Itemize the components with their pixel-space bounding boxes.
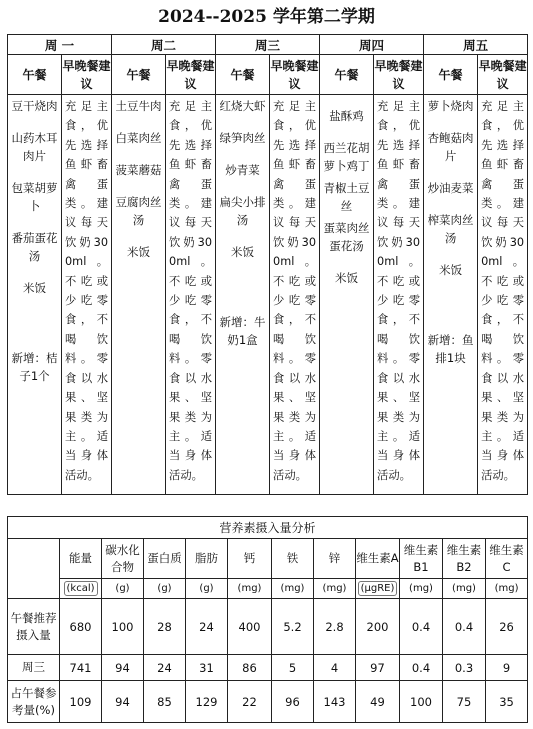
value-cell: 143	[314, 681, 356, 723]
advice-column-header: 早晚餐建议	[374, 55, 424, 95]
day-header-friday: 周五	[424, 35, 528, 55]
dish-new-addition: 新增：桔子1个	[11, 351, 58, 383]
value-cell: 4	[314, 655, 356, 681]
row-label-percentage: 占午餐参考量(%)	[8, 681, 60, 723]
nutrition-caption: 营养素摄入量分析	[8, 517, 528, 539]
row-label-recommended: 午餐推荐摄入量	[8, 599, 60, 655]
nutrient-name: 能量	[60, 539, 102, 579]
lunch-cell-monday	[8, 95, 62, 495]
nutrient-unit	[60, 579, 102, 599]
value-cell: 85	[144, 681, 186, 723]
day-header-tuesday: 周二	[112, 35, 216, 55]
dish: 米饭	[335, 271, 359, 285]
table-row	[8, 599, 528, 655]
nutrient-unit: (g)	[186, 579, 228, 599]
dish: 豆腐肉丝汤	[115, 195, 162, 227]
dish: 杏鲍菇肉片	[427, 131, 474, 163]
advice-cell-tuesday: 充足主食，优先选择鱼虾畜禽蛋类。建议每天饮奶300ml。不吃或少吃零食，不喝饮料。零食以水果、坚果类为主。适当身体活动。	[166, 95, 216, 495]
nutrient-name: 维生素A	[356, 539, 400, 579]
nutrient-unit: (g)	[102, 579, 144, 599]
value-cell: 0.4	[443, 599, 486, 655]
value-cell: 94	[102, 655, 144, 681]
lunch-column-header: 午餐	[424, 55, 478, 95]
nutrient-unit: (mg)	[228, 579, 272, 599]
value-cell: 741	[60, 655, 102, 681]
dish-new-addition: 新增：牛奶1盒	[219, 315, 266, 347]
lunch-column-header: 午餐	[112, 55, 166, 95]
dish: 土豆牛肉	[115, 99, 162, 113]
dish: 米饭	[231, 245, 255, 259]
day-header-thursday: 周四	[320, 35, 424, 55]
advice-cell-monday: 充足主食，优先选择鱼虾畜禽蛋类。建议每天饮奶300ml。不吃或少吃零食，不喝饮料。零食以水果、坚果类为主。适当身体活动。	[62, 95, 112, 495]
value-cell: 96	[272, 681, 314, 723]
dish: 米饭	[439, 263, 463, 277]
advice-cell-thursday: 充足主食，优先选择鱼虾畜禽蛋类。建议每天饮奶300ml。不吃或少吃零食，不喝饮料。零食以水果、坚果类为主。适当身体活动。	[374, 95, 424, 495]
lunch-cell-tuesday	[112, 95, 166, 495]
nutrient-unit: (mg)	[314, 579, 356, 599]
nutrient-name: 维生素B1	[400, 539, 443, 579]
nutrient-name: 维生素B2	[443, 539, 486, 579]
value-cell: 9	[486, 655, 528, 681]
dish: 萝卜烧肉	[427, 99, 474, 113]
nutrient-name: 脂肪	[186, 539, 228, 579]
nutrient-unit: (mg)	[443, 579, 486, 599]
value-cell: 100	[400, 681, 443, 723]
dish: 西兰花胡萝卜鸡丁	[323, 141, 370, 173]
table-row	[8, 655, 528, 681]
nutrient-name: 维生素C	[486, 539, 528, 579]
dish: 扁尖小排汤	[219, 195, 266, 227]
nutrient-name: 锌	[314, 539, 356, 579]
lunch-column-header: 午餐	[320, 55, 374, 95]
value-cell: 0.4	[400, 599, 443, 655]
advice-column-header: 早晚餐建议	[62, 55, 112, 95]
advice-column-header: 早晚餐建议	[166, 55, 216, 95]
value-cell: 31	[186, 655, 228, 681]
value-cell: 49	[356, 681, 400, 723]
dish-new-addition: 新增：鱼排1块	[427, 333, 474, 365]
value-cell: 75	[443, 681, 486, 723]
value-cell: 22	[228, 681, 272, 723]
value-cell: 129	[186, 681, 228, 723]
value-cell: 24	[144, 655, 186, 681]
dish: 番茄蛋花汤	[11, 231, 58, 263]
nutrient-name: 碳水化合物	[102, 539, 144, 579]
nutrient-unit: (mg)	[272, 579, 314, 599]
dish: 菠菜蘑菇	[115, 163, 162, 177]
value-cell: 400	[228, 599, 272, 655]
value-cell: 94	[102, 681, 144, 723]
value-cell: 200	[356, 599, 400, 655]
dish: 盐酥鸡	[329, 109, 364, 123]
nutrient-name: 蛋白质	[144, 539, 186, 579]
value-cell: 5	[272, 655, 314, 681]
dish: 青椒土豆丝	[323, 181, 370, 213]
value-cell: 0.3	[443, 655, 486, 681]
dish: 红烧大虾	[219, 99, 266, 113]
advice-cell-friday: 充足主食，优先选择鱼虾畜禽蛋类。建议每天饮奶300ml。不吃或少吃零食，不喝饮料。零食以水果、坚果类为主。适当身体活动。	[478, 95, 528, 495]
lunch-cell-thursday	[320, 95, 374, 495]
nutrient-unit: (mg)	[486, 579, 528, 599]
dish: 豆干烧肉	[11, 99, 58, 113]
corner-cell	[8, 539, 60, 599]
nutrient-unit: (mg)	[400, 579, 443, 599]
advice-column-header: 早晚餐建议	[270, 55, 320, 95]
value-cell: 28	[144, 599, 186, 655]
lunch-column-header: 午餐	[216, 55, 270, 95]
nutrition-analysis-table	[7, 516, 528, 723]
day-header-wednesday: 周三	[216, 35, 320, 55]
lunch-cell-wednesday	[216, 95, 270, 495]
weekly-menu-table	[7, 34, 528, 495]
dish: 米饭	[127, 245, 151, 259]
value-cell: 26	[486, 599, 528, 655]
lunch-column-header: 午餐	[8, 55, 62, 95]
page-title: 2024--2025 学年第二学期	[158, 7, 375, 27]
lunch-cell-friday	[424, 95, 478, 495]
value-cell: 24	[186, 599, 228, 655]
value-cell: 0.4	[400, 655, 443, 681]
unit-label: (μgRE)	[358, 581, 398, 596]
dish: 榨菜肉丝汤	[427, 213, 474, 245]
nutrient-unit	[356, 579, 400, 599]
row-label-wednesday: 周三	[8, 655, 60, 681]
value-cell: 109	[60, 681, 102, 723]
dish: 炒青菜	[225, 163, 260, 177]
dish: 炒油麦菜	[427, 181, 474, 195]
nutrient-unit: (g)	[144, 579, 186, 599]
value-cell: 97	[356, 655, 400, 681]
value-cell: 5.2	[272, 599, 314, 655]
value-cell: 680	[60, 599, 102, 655]
table-row	[8, 681, 528, 723]
value-cell: 35	[486, 681, 528, 723]
advice-column-header: 早晚餐建议	[478, 55, 528, 95]
value-cell: 2.8	[314, 599, 356, 655]
dish: 包菜胡萝卜	[11, 181, 58, 213]
dish: 白菜肉丝	[115, 131, 162, 145]
dish: 山药木耳肉片	[11, 131, 58, 163]
day-header-monday: 周 一	[8, 35, 112, 55]
nutrient-name: 钙	[228, 539, 272, 579]
nutrient-name: 铁	[272, 539, 314, 579]
dish: 绿笋肉丝	[219, 131, 266, 145]
value-cell: 100	[102, 599, 144, 655]
dish: 蛋菜肉丝蛋花汤	[323, 221, 370, 253]
unit-label: (kcal)	[64, 581, 98, 596]
advice-cell-wednesday: 充足主食，优先选择鱼虾畜禽蛋类。建议每天饮奶300ml。不吃或少吃零食，不喝饮料。零食以水果、坚果类为主。适当身体活动。	[270, 95, 320, 495]
dish: 米饭	[23, 281, 46, 295]
value-cell: 86	[228, 655, 272, 681]
